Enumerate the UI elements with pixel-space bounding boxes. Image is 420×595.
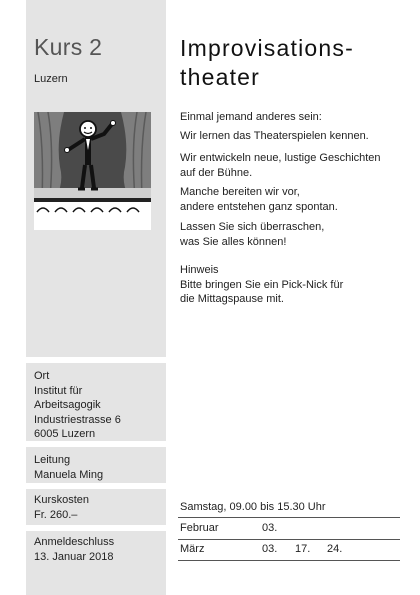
info-course-fee: Kurskosten Fr. 260.– xyxy=(34,494,90,521)
schedule-divider xyxy=(178,539,400,540)
stage-performer-icon xyxy=(34,112,151,230)
note-paragraph: Hinweis Bitte bringen Sie ein Pick-Nick für die Mittagspause mit. xyxy=(180,264,344,305)
course-city: Luzern xyxy=(34,73,68,85)
description-paragraph: Lassen Sie sich überraschen, was Sie alles können! xyxy=(180,221,325,248)
schedule-header: Samstag, 09.00 bis 15.30 Uhr xyxy=(180,501,326,513)
schedule-date: 03. xyxy=(262,543,278,555)
course-title: Kurs 2 xyxy=(34,34,103,60)
schedule-date: 17. xyxy=(295,543,311,555)
schedule-date: 03. xyxy=(262,522,278,534)
description-paragraph: Wir entwickeln neue, lustige Geschichten auf der Bühne. xyxy=(180,152,381,179)
sidebar-divider xyxy=(26,357,166,363)
schedule-month: Februar xyxy=(180,522,219,534)
sidebar-divider xyxy=(26,441,166,447)
sidebar-divider xyxy=(26,525,166,531)
schedule-date: 24. xyxy=(327,543,343,555)
info-location: Ort Institut für Arbeitsagogik Industriestrasse 6 6005 Luzern xyxy=(34,370,121,440)
schedule-divider xyxy=(178,517,400,518)
description-paragraph: Einmal jemand anderes sein: xyxy=(180,111,322,123)
sidebar-divider xyxy=(26,483,166,489)
schedule-month: März xyxy=(180,543,205,555)
info-registration-deadline: Anmeldeschluss 13. Januar 2018 xyxy=(34,536,115,563)
page-title: Improvisations- theater xyxy=(180,35,354,90)
description-paragraph: Wir lernen das Theaterspielen kennen. xyxy=(180,130,369,142)
info-instructor: Leitung Manuela Ming xyxy=(34,454,104,481)
schedule-divider xyxy=(178,560,400,561)
description-paragraph: Manche bereiten wir vor, andere entstehen ganz spontan. xyxy=(180,186,338,213)
